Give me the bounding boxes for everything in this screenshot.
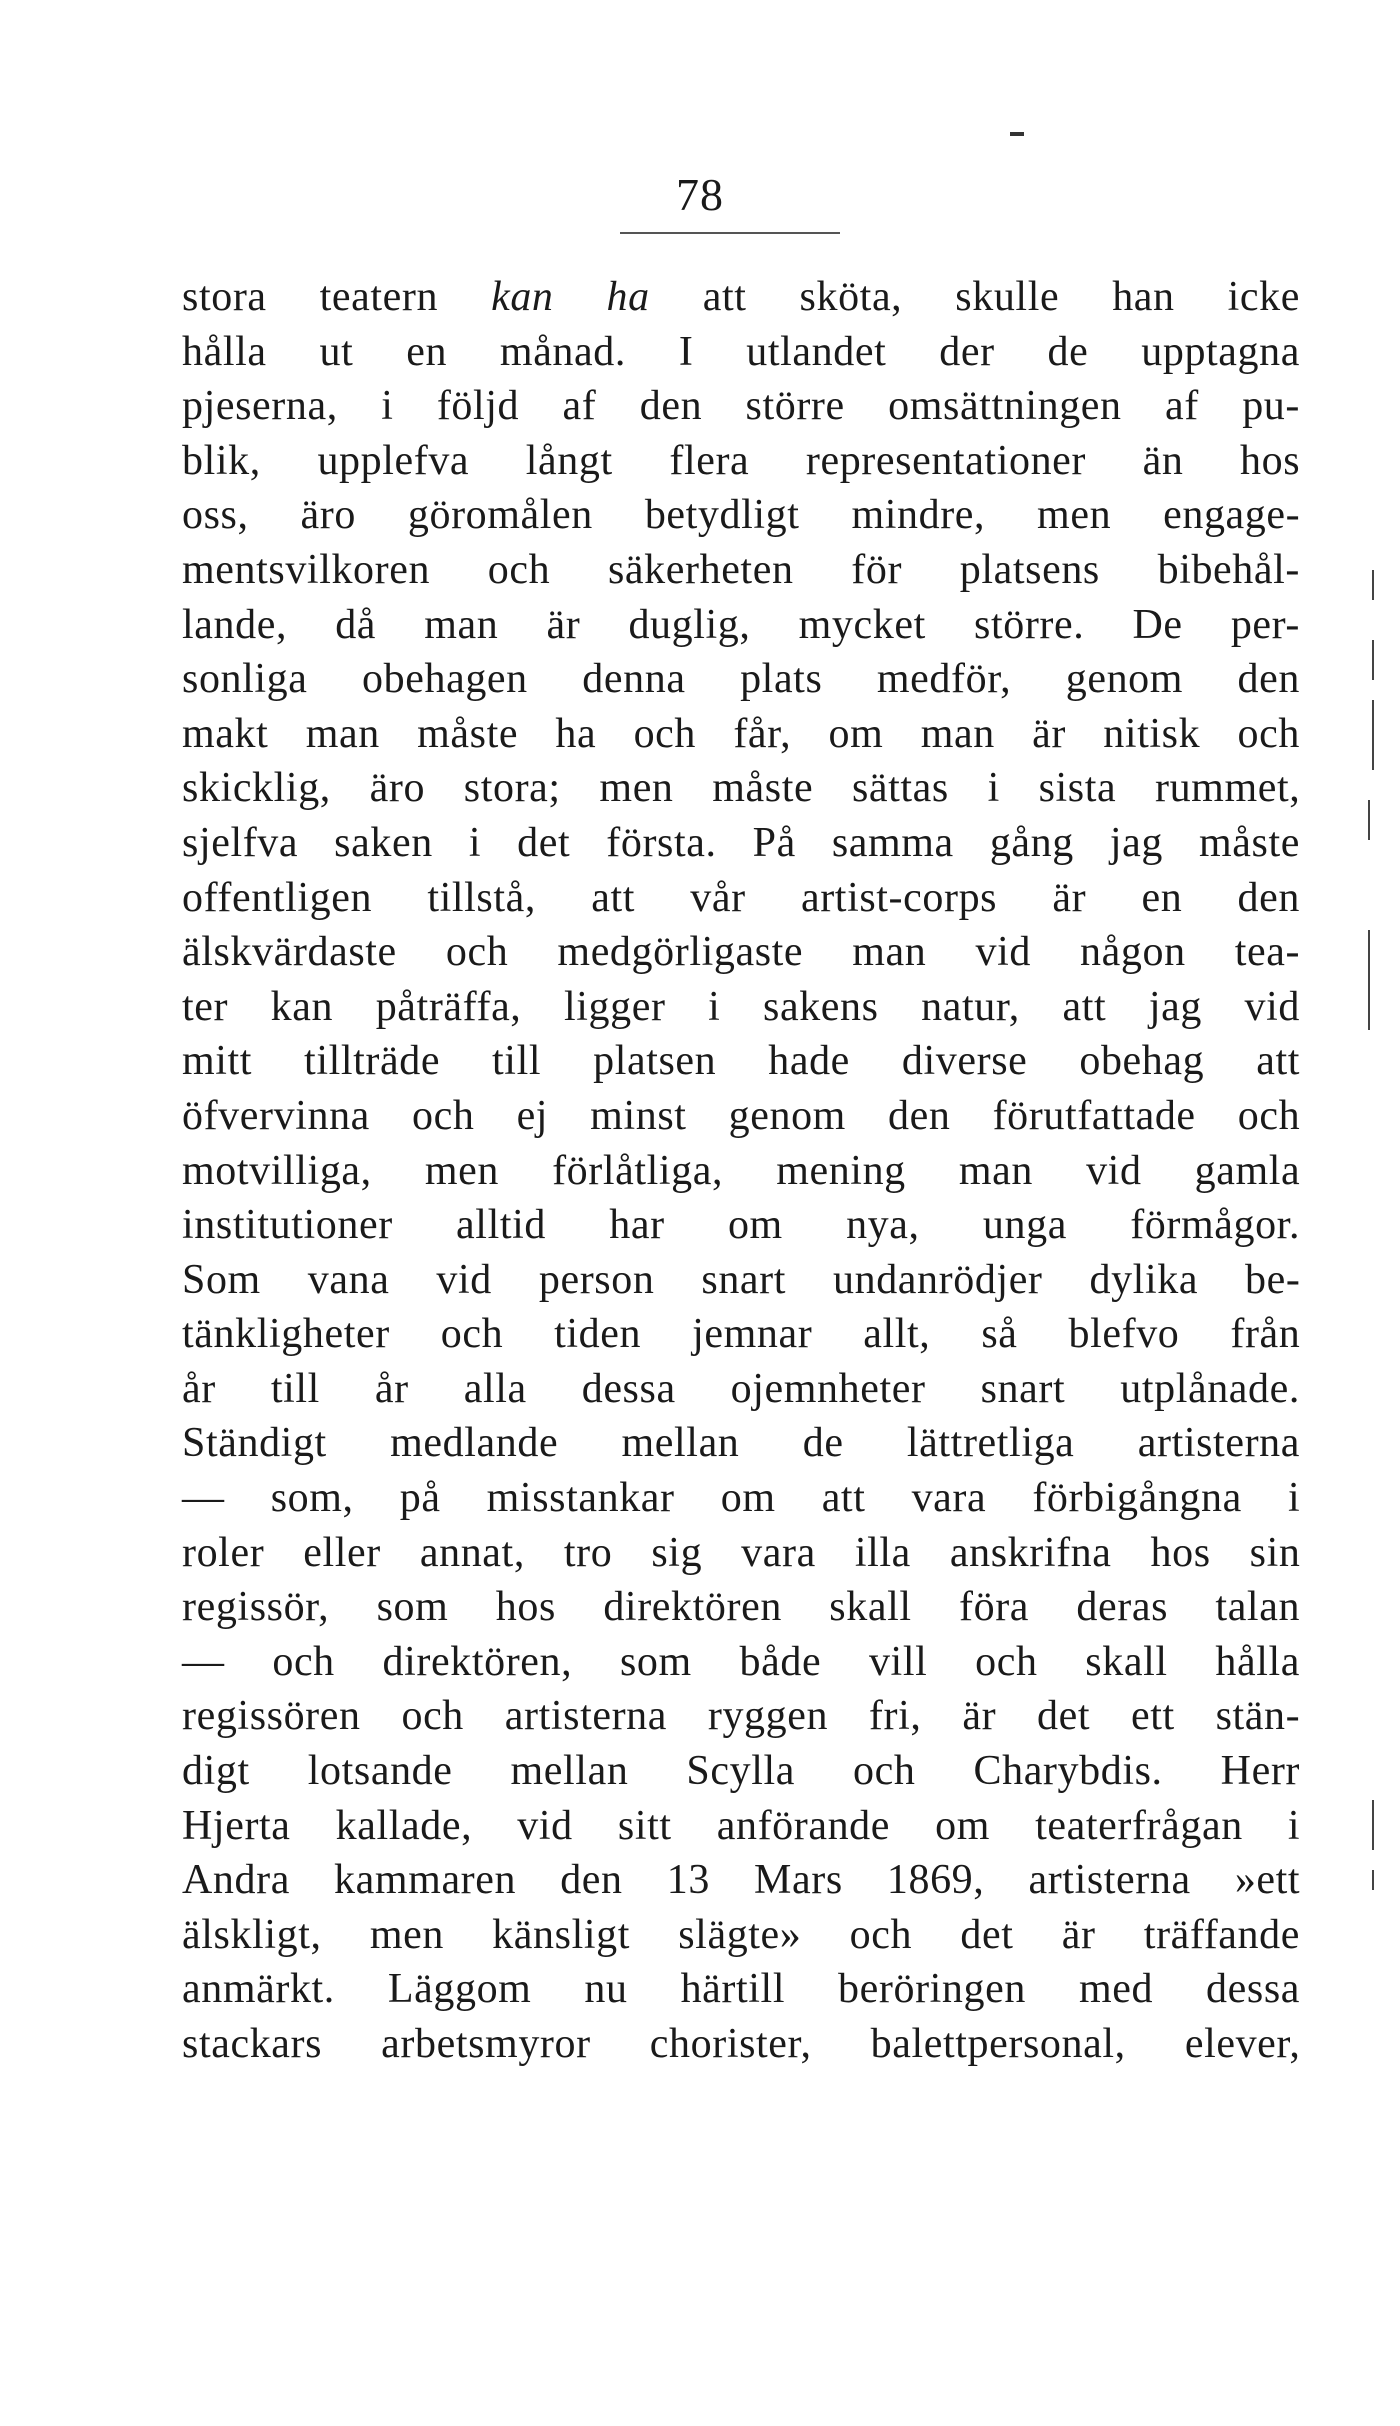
text-line <box>182 488 1300 543</box>
text-run: — och direktören, som både vill och skall hålla <box>182 1638 1300 1685</box>
text-line <box>182 652 1300 707</box>
print-speck <box>1010 132 1024 136</box>
text-line <box>182 434 1300 489</box>
text-line <box>182 761 1300 816</box>
body-text <box>182 270 1300 2072</box>
text-line <box>182 980 1300 1035</box>
text-run: älskligt, men känsligt slägte» och det är träffande <box>182 1911 1300 1958</box>
text-run: skicklig, äro stora; men måste sättas i sista rummet, <box>182 765 1301 812</box>
margin-mark <box>1368 800 1370 840</box>
text-line <box>182 1471 1300 1526</box>
text-line <box>182 1253 1300 1308</box>
text-line <box>182 925 1300 980</box>
header-rule <box>620 232 840 234</box>
text-line <box>182 1362 1300 1417</box>
text-run: tänkligheter och tiden jemnar allt, så blefvo från <box>182 1311 1301 1358</box>
text-run: hålla ut en månad. I utlandet der de upptagna <box>182 328 1300 375</box>
text-line <box>182 707 1300 762</box>
text-run: sonliga obehagen denna plats medför, genom den <box>182 656 1300 703</box>
text-run: institutioner alltid har om nya, unga förmågor. <box>182 1202 1301 1249</box>
margin-mark <box>1372 700 1374 770</box>
text-line <box>182 1144 1300 1199</box>
text-run: regissören och artisterna ryggen fri, är det ett stän- <box>182 1693 1301 1740</box>
text-run: lande, då man är duglig, mycket större. De per- <box>182 601 1300 648</box>
text-line <box>182 1689 1300 1744</box>
text-run: Ständigt medlande mellan de lättretliga artisterna <box>182 1420 1300 1467</box>
text-line <box>182 1307 1300 1362</box>
margin-mark <box>1368 930 1370 1030</box>
text-run: Hjerta kallade, vid sitt anförande om teaterfrågan i <box>182 1802 1301 1849</box>
text-run: sjelfva saken i det första. På samma gång jag måste <box>182 819 1300 866</box>
text-line <box>182 379 1300 434</box>
text-run: mentsvilkoren och säkerheten för platsens bibehål- <box>182 546 1300 593</box>
italic-run: kan ha <box>491 274 650 320</box>
text-run: öfvervinna och ej minst genom den förutfattade och <box>182 1092 1301 1139</box>
text-run: motvilliga, men förlåtliga, mening man vid gamla <box>182 1147 1301 1194</box>
text-run: regissör, som hos direktören skall föra deras talan <box>182 1584 1301 1631</box>
margin-mark <box>1372 1870 1374 1890</box>
text-line <box>182 871 1300 926</box>
text-run: digt lotsande mellan Scylla och Charybdis. Herr <box>182 1748 1300 1795</box>
text-line <box>182 1089 1300 1144</box>
margin-mark <box>1372 570 1374 600</box>
text-run: att sköta, skulle han icke <box>649 274 1301 320</box>
text-line <box>182 598 1300 653</box>
text-run: Andra kammaren den 13 Mars 1869, artisterna »ett <box>182 1857 1301 1904</box>
text-line <box>182 1799 1300 1854</box>
text-line <box>182 543 1300 598</box>
text-run: — som, på misstankar om att vara förbigångna i <box>182 1475 1301 1522</box>
text-line <box>182 1962 1300 2017</box>
text-run: älskvärdaste och medgörligaste man vid någon tea- <box>182 929 1301 976</box>
text-run: oss, äro göromålen betydligt mindre, men engage- <box>182 492 1301 539</box>
text-line <box>182 1198 1300 1253</box>
text-run: mitt tillträde till platsen hade diverse obehag att <box>182 1038 1300 1085</box>
text-line <box>182 1580 1300 1635</box>
text-run: anmärkt. Läggom nu härtill beröringen med dessa <box>182 1966 1300 2013</box>
text-line <box>182 1416 1300 1471</box>
text-run: blik, upplefva långt flera representationer än hos <box>182 437 1301 484</box>
text-run: år till år alla dessa ojemnheter snart utplånade. <box>182 1365 1300 1412</box>
text-line <box>182 270 1300 325</box>
text-run: Som vana vid person snart undanrödjer dylika be- <box>182 1256 1301 1303</box>
text-line <box>182 816 1300 871</box>
text-line <box>182 1744 1300 1799</box>
text-line <box>182 325 1300 380</box>
text-run: pjeserna, i följd af den större omsättningen af pu- <box>182 383 1300 430</box>
text-run: offentligen tillstå, att vår artist-corps är en den <box>182 874 1300 921</box>
margin-mark <box>1372 640 1374 680</box>
margin-mark <box>1372 1800 1374 1850</box>
text-line <box>182 2017 1300 2072</box>
text-line <box>182 1853 1300 1908</box>
text-run: stackars arbetsmyror chorister, balettpersonal, elever, <box>182 2021 1301 2067</box>
text-line <box>182 1635 1300 1690</box>
text-run: roler eller annat, tro sig vara illa anskrifna hos sin <box>182 1529 1301 1576</box>
text-line <box>182 1908 1300 1963</box>
text-run: stora teatern <box>182 274 492 320</box>
text-line <box>182 1526 1300 1581</box>
text-run: ter kan påträffa, ligger i sakens natur, att jag vid <box>182 983 1300 1030</box>
text-run: makt man måste ha och får, om man är nitisk och <box>182 710 1300 757</box>
page-number: 78 <box>676 169 724 220</box>
text-line <box>182 1034 1300 1089</box>
